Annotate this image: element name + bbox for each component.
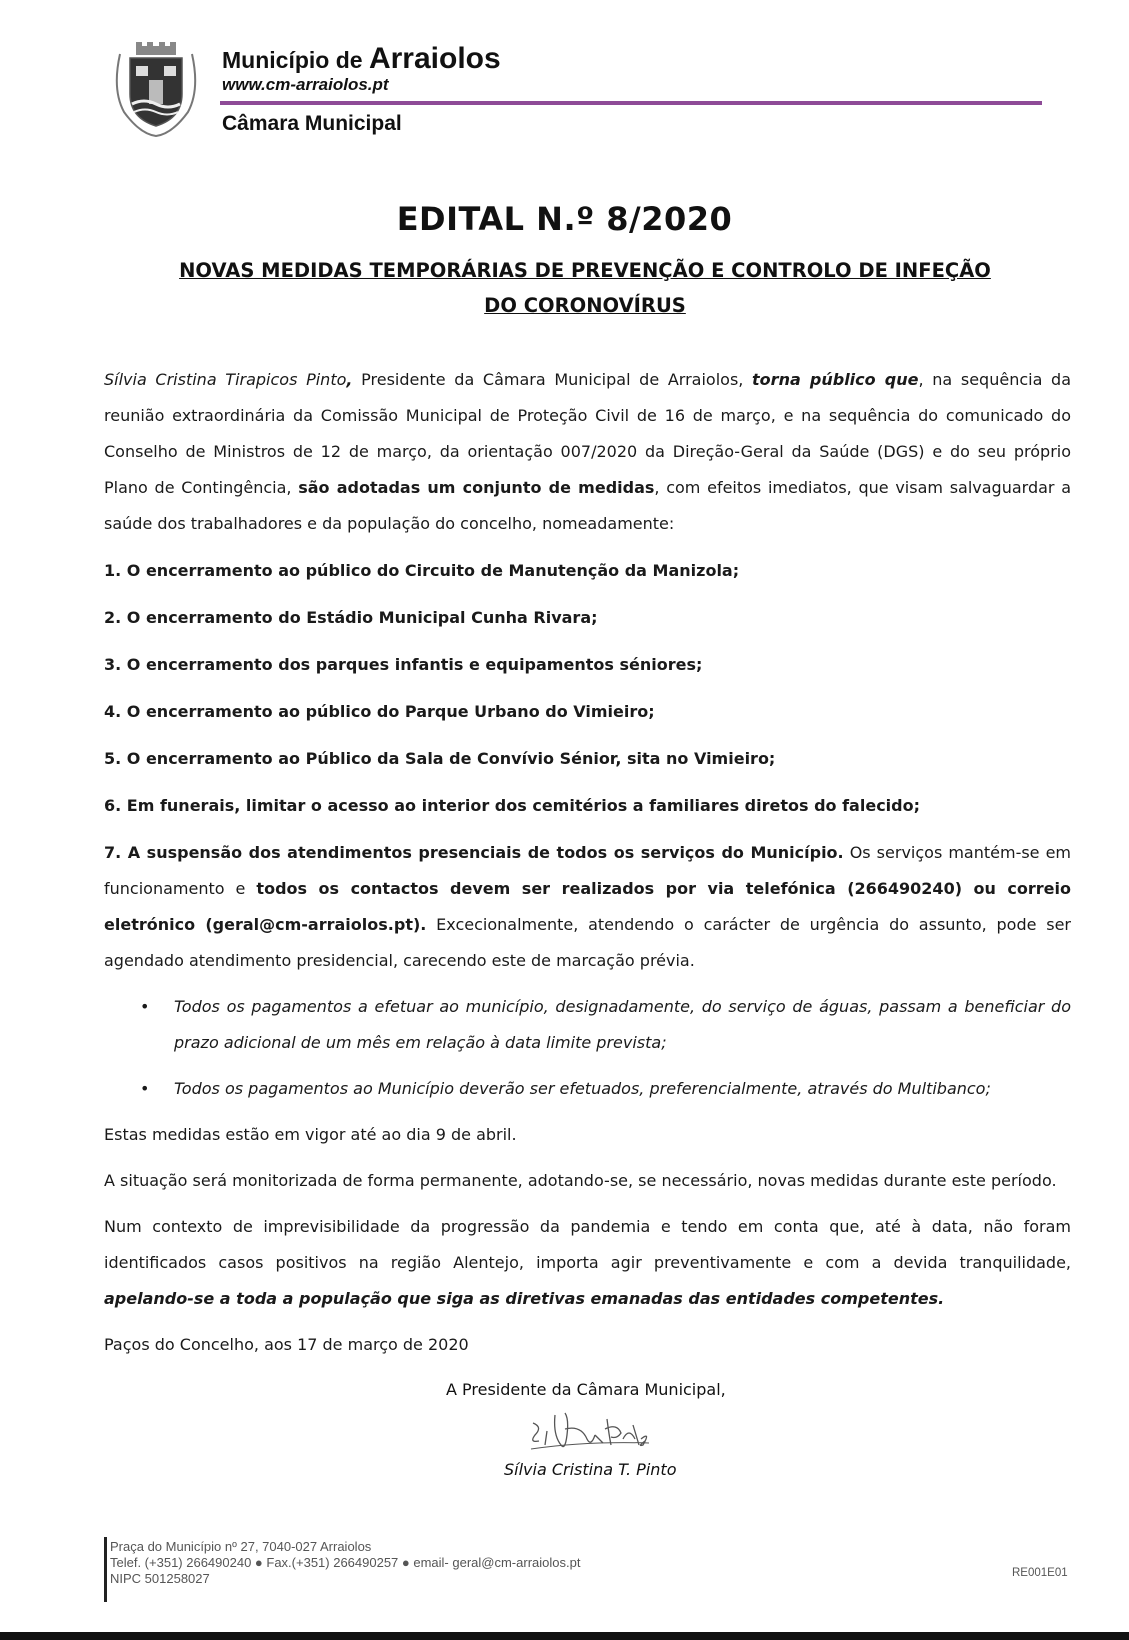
- footer-divider: [104, 1537, 107, 1602]
- date-line: Paços do Concelho, aos 17 de março de 2020: [104, 1335, 469, 1354]
- intro-paragraph: Sílvia Cristina Tirapicos Pinto, Presidente da Câmara Municipal de Arraiolos, torna público que, na sequência da reunião extraordinária da Comissão Municipal de Proteção Civil de 16 de março, e na sequência do comunicado do Conselho de Ministros de 12 de março, da orientação 007/2020 da Direção-Geral da Saúde (DGS) e do seu próprio Plano de Contingência, são adotadas um conjunto de medidas, com efeitos imediatos, que visam salvaguardar a saúde dos trabalhadores e da população do concelho, nomeadamente:: [104, 370, 1072, 533]
- page-bottom-edge: [0, 1632, 1129, 1640]
- municipality-title: Município de Arraiolos: [222, 42, 501, 75]
- website-url[interactable]: www.cm-arraiolos.pt: [222, 75, 389, 94]
- bullet-icon: •: [140, 1079, 150, 1098]
- handwritten-signature: [525, 1405, 655, 1463]
- context-paragraph: Num contexto de imprevisibilidade da progressão da pandemia e tendo em conta que, até à data, não foram identificados casos positivos na região Alentejo, importa agir preventivamente e com a devida tranquilidade, apelando-se a toda a população que siga as diretivas emanadas das entidades competentes.: [104, 1217, 1071, 1308]
- payment-bullets: [104, 989, 1071, 1107]
- footer-phone-email: Telef. (+351) 266490240 ● Fax.(+351) 266490257 ● email- geral@cm-arraiolos.pt: [110, 1555, 581, 1570]
- footer-address: Praça do Município nº 27, 7040-027 Arraiolos: [110, 1539, 372, 1554]
- validity-paragraph: Estas medidas estão em vigor até ao dia 9 de abril.: [104, 1125, 517, 1144]
- measure-item: 4. O encerramento ao público do Parque Urbano do Vimieiro;: [104, 702, 655, 721]
- document-subtitle: NOVAS MEDIDAS TEMPORÁRIAS DE PREVENÇÃO E CONTROLO DE INFEÇÃO DO CORONOVÍRUS: [179, 259, 991, 317]
- footer-nipc: NIPC 501258027: [110, 1571, 210, 1586]
- document-code: RE001E01: [1012, 1567, 1068, 1579]
- measure-item: 1. O encerramento ao público do Circuito de Manutenção da Manizola;: [104, 561, 740, 580]
- municipality-name: Arraiolos: [368, 42, 501, 75]
- document-body: [104, 362, 1071, 1373]
- bullet-item: • Todos os pagamentos ao Município deverão ser efetuados, preferencialmente, através do Multibanco;: [104, 1071, 1071, 1107]
- measure-item: 2. O encerramento do Estádio Municipal Cunha Rivara;: [104, 608, 598, 627]
- arraiolos-coat-of-arms-logo: [110, 42, 202, 138]
- header-divider: [220, 101, 1042, 105]
- measure-item: 5. O encerramento ao Público da Sala de Convívio Sénior, sita no Vimieiro;: [104, 749, 776, 768]
- monitoring-paragraph: A situação será monitorizada de forma permanente, adotando-se, se necessário, novas medidas durante este período.: [104, 1171, 1057, 1190]
- bullet-item: • Todos os pagamentos a efetuar ao município, designadamente, do serviço de águas, passam a beneficiar do prazo adicional de um mês em relação à data limite prevista;: [104, 989, 1071, 1061]
- document-title: EDITAL N.º 8/2020: [396, 200, 733, 238]
- signature-label: A Presidente da Câmara Municipal,: [446, 1380, 726, 1399]
- measure-item: 3. O encerramento dos parques infantis e equipamentos séniores;: [104, 655, 703, 674]
- signatory-name: Sílvia Cristina T. Pinto: [504, 1460, 677, 1479]
- council-subtitle: Câmara Municipal: [222, 112, 402, 135]
- measure-item-7: 7. A suspensão dos atendimentos presenciais de todos os serviços do Município. Os serviços mantém-se em funcionamento e todos os contactos devem ser realizados por via telefónica (266490240) ou correio eletrónico (geral@cm-arraiolos.pt). Excecionalmente, atendendo o carácter de urgência do assunto, pode ser agendado atendimento presidencial, carecendo este de marcação prévia.: [104, 843, 1072, 970]
- bullet-icon: •: [140, 997, 150, 1016]
- footer-contacts: [110, 1539, 580, 1587]
- measure-item: 6. Em funerais, limitar o acesso ao interior dos cemitérios a familiares diretos do falecido;: [104, 796, 920, 815]
